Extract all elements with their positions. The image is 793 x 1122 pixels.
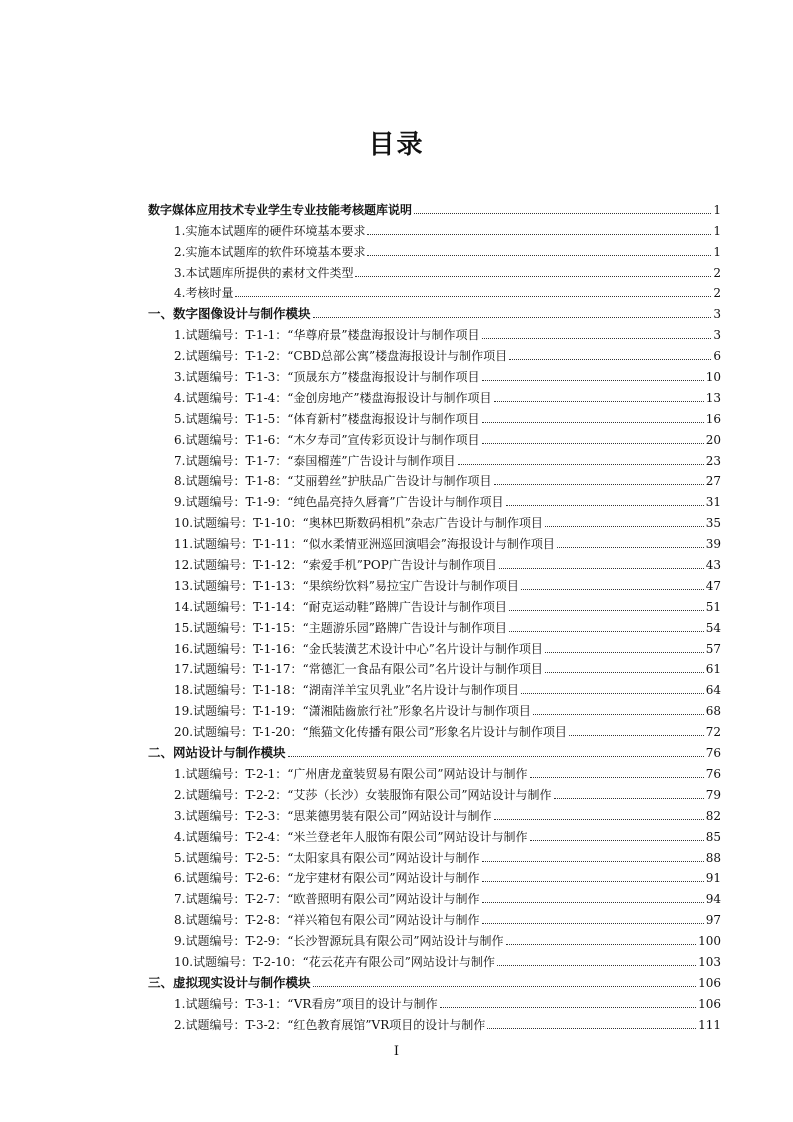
- toc-dot-leader: [313, 317, 712, 318]
- toc-dot-leader: [509, 631, 704, 632]
- toc-entry[interactable]: [148, 469, 721, 490]
- toc-entry-text: 1.试题编号：T-1-1：“华尊府景”楼盘海报设计与制作项目: [174, 328, 480, 343]
- toc-entry[interactable]: [148, 782, 721, 803]
- toc-entry[interactable]: [148, 761, 721, 782]
- toc-entry-page: 39: [705, 537, 721, 552]
- toc-entry-page: 27: [705, 474, 721, 489]
- toc-dot-leader: [530, 840, 704, 841]
- toc-dot-leader: [235, 296, 711, 297]
- toc-entry[interactable]: [148, 657, 721, 678]
- toc-entry-text: 16.试题编号：T-1-16：“金氏装潢艺术设计中心”名片设计与制作项目: [174, 641, 543, 656]
- toc-entry[interactable]: [148, 552, 721, 573]
- toc-entry-page: 68: [705, 704, 721, 719]
- toc-entry-text: 9.试题编号：T-2-9：“长沙智源玩具有限公司”网站设计与制作: [174, 934, 504, 949]
- toc-entry[interactable]: [148, 406, 721, 427]
- toc-entry-page: 51: [705, 599, 721, 614]
- toc-entry-text: 8.试题编号：T-2-8：“祥兴箱包有限公司”网站设计与制作: [174, 913, 480, 928]
- toc-entry-page: 1: [713, 223, 721, 238]
- toc-entry[interactable]: [148, 698, 721, 719]
- toc-entry-page: 13: [705, 390, 721, 405]
- toc-dot-leader: [521, 693, 704, 694]
- toc-entry-page: 85: [705, 829, 721, 844]
- toc-entry-text: 10.试题编号：T-2-10：“花云花卉有限公司”网站设计与制作: [174, 954, 495, 969]
- table-of-contents: [148, 197, 721, 1033]
- toc-entry[interactable]: [148, 949, 721, 970]
- toc-entry-page: 2: [713, 265, 721, 280]
- toc-entry-page: 10: [705, 370, 721, 385]
- page-number: I: [393, 1044, 400, 1059]
- toc-entry-text: 7.试题编号：T-2-7：“欧普照明有限公司”网站设计与制作: [174, 892, 480, 907]
- toc-entry-text: 12.试题编号：T-1-12：“索爱手机”POP广告设计与制作项目: [174, 558, 497, 573]
- toc-entry[interactable]: [148, 343, 721, 364]
- toc-entry[interactable]: [148, 803, 721, 824]
- toc-dot-leader: [497, 965, 696, 966]
- toc-dot-leader: [355, 276, 711, 277]
- toc-entry-page: 64: [705, 683, 721, 698]
- toc-entry-page: 57: [705, 641, 721, 656]
- toc-entry-page: 76: [705, 766, 721, 781]
- toc-entry-page: 31: [705, 495, 721, 510]
- toc-entry-text: 一、数字图像设计与制作模块: [148, 306, 311, 322]
- toc-entry-page: 97: [705, 913, 721, 928]
- toc-dot-leader: [414, 213, 711, 214]
- toc-entry-page: 79: [705, 787, 721, 802]
- toc-entry-text: 8.试题编号：T-1-8：“艾丽碧丝”护肤品广告设计与制作项目: [174, 474, 492, 489]
- toc-entry[interactable]: [148, 427, 721, 448]
- toc-entry-page: 6: [713, 349, 721, 364]
- toc-dot-leader: [509, 610, 704, 611]
- toc-dot-leader: [499, 568, 704, 569]
- toc-entry-text: 3.试题编号：T-1-3：“顶晟东方”楼盘海报设计与制作项目: [174, 370, 480, 385]
- toc-dot-leader: [533, 714, 704, 715]
- toc-entry-page: 61: [705, 662, 721, 677]
- toc-entry-text: 5.试题编号：T-2-5：“太阳家具有限公司”网站设计与制作: [174, 850, 480, 865]
- toc-entry-text: 2.试题编号：T-2-2：“艾莎（长沙）女装服饰有限公司”网站设计与制作: [174, 787, 552, 802]
- toc-entry-text: 4.考核时量: [174, 286, 234, 301]
- toc-entry-text: 三、虚拟现实设计与制作模块: [148, 974, 311, 990]
- toc-entry-text: 6.试题编号：T-2-6：“龙宇建材有限公司”网站设计与制作: [174, 871, 480, 886]
- toc-entry-text: 4.试题编号：T-2-4：“米兰登老年人服饰有限公司”网站设计与制作: [174, 829, 528, 844]
- toc-entry[interactable]: [148, 510, 721, 531]
- toc-entry-text: 1.试题编号：T-3-1：“VR看房”项目的设计与制作: [174, 996, 438, 1011]
- toc-entry-text: 10.试题编号：T-1-10：“奥林巴斯数码相机”杂志广告设计与制作项目: [174, 516, 543, 531]
- toc-dot-leader: [482, 422, 704, 423]
- toc-dot-leader: [545, 526, 704, 527]
- toc-dot-leader: [494, 819, 704, 820]
- toc-entry-page: 16: [705, 411, 721, 426]
- toc-entry[interactable]: [148, 364, 721, 385]
- toc-entry[interactable]: [148, 824, 721, 845]
- page-title: 目录: [368, 130, 425, 160]
- toc-entry[interactable]: [148, 531, 721, 552]
- toc-entry-page: 91: [705, 871, 721, 886]
- toc-entry-page: 1: [713, 244, 721, 259]
- toc-entry-page: 82: [705, 808, 721, 823]
- toc-entry[interactable]: [148, 845, 721, 866]
- toc-entry[interactable]: [148, 886, 721, 907]
- toc-entry-page: 76: [705, 746, 721, 761]
- toc-dot-leader: [545, 672, 704, 673]
- toc-section-heading[interactable]: [148, 740, 721, 761]
- toc-entry-page: 54: [705, 620, 721, 635]
- toc-dot-leader: [482, 338, 712, 339]
- toc-dot-leader: [440, 1007, 697, 1008]
- toc-entry-page: 103: [698, 954, 721, 969]
- toc-dot-leader: [506, 505, 704, 506]
- toc-dot-leader: [521, 589, 704, 590]
- toc-entry[interactable]: [148, 489, 721, 510]
- toc-entry-page: 88: [705, 850, 721, 865]
- toc-dot-leader: [288, 756, 704, 757]
- toc-entry[interactable]: [148, 239, 721, 260]
- toc-entry-page: 2: [713, 286, 721, 301]
- toc-entry[interactable]: [148, 907, 721, 928]
- toc-entry-page: 72: [705, 725, 721, 740]
- toc-entry-text: 1.试题编号：T-2-1：“广州唐龙童装贸易有限公司”网站设计与制作: [174, 766, 528, 781]
- toc-dot-leader: [530, 777, 704, 778]
- toc-entry-text: 2.试题编号：T-1-2：“CBD总部公寓”楼盘海报设计与制作项目: [174, 349, 508, 364]
- toc-section-heading[interactable]: [148, 970, 721, 991]
- toc-dot-leader: [506, 944, 697, 945]
- toc-dot-leader: [509, 359, 711, 360]
- toc-entry-text: 9.试题编号：T-1-9：“纯色晶亮持久唇膏”广告设计与制作项目: [174, 495, 504, 510]
- toc-entry-page: 106: [698, 975, 721, 990]
- toc-entry-text: 6.试题编号：T-1-6：“木夕寿司”宣传彩页设计与制作项目: [174, 432, 480, 447]
- toc-entry[interactable]: [148, 573, 721, 594]
- toc-entry-text: 3.本试题库所提供的素材文件类型: [174, 265, 354, 280]
- toc-entry-text: 5.试题编号：T-1-5：“体育新村”楼盘海报设计与制作项目: [174, 411, 480, 426]
- toc-dot-leader: [482, 923, 704, 924]
- toc-entry-page: 23: [705, 453, 721, 468]
- toc-entry-text: 1.实施本试题库的硬件环境基本要求: [174, 223, 366, 238]
- toc-dot-leader: [367, 255, 711, 256]
- toc-entry-page: 43: [705, 558, 721, 573]
- toc-entry[interactable]: [148, 281, 721, 302]
- toc-entry-text: 2.实施本试题库的软件环境基本要求: [174, 244, 366, 259]
- toc-dot-leader: [494, 401, 704, 402]
- toc-entry-text: 17.试题编号：T-1-17：“常德汇一食品有限公司”名片设计与制作项目: [174, 662, 543, 677]
- toc-entry[interactable]: [148, 322, 721, 343]
- toc-entry-text: 15.试题编号：T-1-15：“主题游乐园”路牌广告设计与制作项目: [174, 620, 507, 635]
- toc-entry-text: 4.试题编号：T-1-4：“金创房地产”楼盘海报设计与制作项目: [174, 390, 492, 405]
- toc-entry[interactable]: [148, 928, 721, 949]
- toc-dot-leader: [557, 547, 704, 548]
- toc-entry-text: 数字媒体应用技术专业学生专业技能考核题库说明: [148, 202, 413, 217]
- toc-entry[interactable]: [148, 719, 721, 740]
- toc-entry-text: 二、网站设计与制作模块: [148, 745, 286, 761]
- toc-entry[interactable]: [148, 218, 721, 239]
- toc-dot-leader: [367, 234, 711, 235]
- toc-entry-page: 3: [713, 328, 721, 343]
- toc-entry-page: 100: [698, 934, 721, 949]
- toc-entry-text: 20.试题编号：T-1-20：“熊猫文化传播有限公司”形象名片设计与制作项目: [174, 725, 567, 740]
- toc-entry[interactable]: [148, 677, 721, 698]
- toc-dot-leader: [482, 861, 704, 862]
- toc-entry[interactable]: [148, 615, 721, 636]
- toc-entry-text: 2.试题编号：T-3-2：“红色教育展馆”VR项目的设计与制作: [174, 1017, 486, 1032]
- toc-entry-page: 47: [705, 578, 721, 593]
- toc-entry-page: 106: [698, 996, 721, 1011]
- toc-entry[interactable]: [148, 448, 721, 469]
- toc-dot-leader: [482, 902, 704, 903]
- toc-entry-page: 3: [713, 307, 721, 322]
- toc-entry[interactable]: [148, 866, 721, 887]
- toc-dot-leader: [482, 881, 704, 882]
- toc-entry-text: 19.试题编号：T-1-19：“潇湘陆齒旅行社”形象名片设计与制作项目: [174, 704, 531, 719]
- toc-entry-page: 35: [705, 516, 721, 531]
- toc-entry[interactable]: [148, 260, 721, 281]
- toc-entry-text: 11.试题编号：T-1-11：“似水柔情亚洲巡回演唱会”海报设计与制作项目: [174, 537, 555, 552]
- toc-chapter-heading[interactable]: [148, 197, 721, 218]
- toc-entry-text: 3.试题编号：T-2-3：“思莱德男装有限公司”网站设计与制作: [174, 808, 492, 823]
- toc-entry[interactable]: [148, 636, 721, 657]
- toc-entry[interactable]: [148, 385, 721, 406]
- toc-dot-leader: [482, 380, 704, 381]
- toc-dot-leader: [545, 652, 704, 653]
- toc-dot-leader: [494, 484, 704, 485]
- toc-dot-leader: [482, 443, 704, 444]
- toc-entry[interactable]: [148, 594, 721, 615]
- toc-dot-leader: [554, 798, 704, 799]
- toc-dot-leader: [487, 1028, 696, 1029]
- toc-dot-leader: [313, 986, 697, 987]
- toc-entry-text: 7.试题编号：T-1-7：“泰国榴莲”广告设计与制作项目: [174, 453, 456, 468]
- toc-entry-text: 18.试题编号：T-1-18：“湖南洋羊宝贝乳业”名片设计与制作项目: [174, 683, 519, 698]
- toc-section-heading[interactable]: [148, 301, 721, 322]
- toc-entry-page: 111: [698, 1017, 721, 1032]
- toc-dot-leader: [458, 464, 704, 465]
- toc-entry-text: 14.试题编号：T-1-14：“耐克运动鞋”路牌广告设计与制作项目: [174, 599, 507, 614]
- toc-entry-page: 20: [705, 432, 721, 447]
- toc-entry[interactable]: [148, 1012, 721, 1033]
- toc-entry-text: 13.试题编号：T-1-13：“果缤纷饮料”易拉宝广告设计与制作项目: [174, 578, 519, 593]
- toc-entry[interactable]: [148, 991, 721, 1012]
- toc-entry-page: 94: [705, 892, 721, 907]
- toc-dot-leader: [569, 735, 704, 736]
- toc-entry-page: 1: [713, 202, 721, 217]
